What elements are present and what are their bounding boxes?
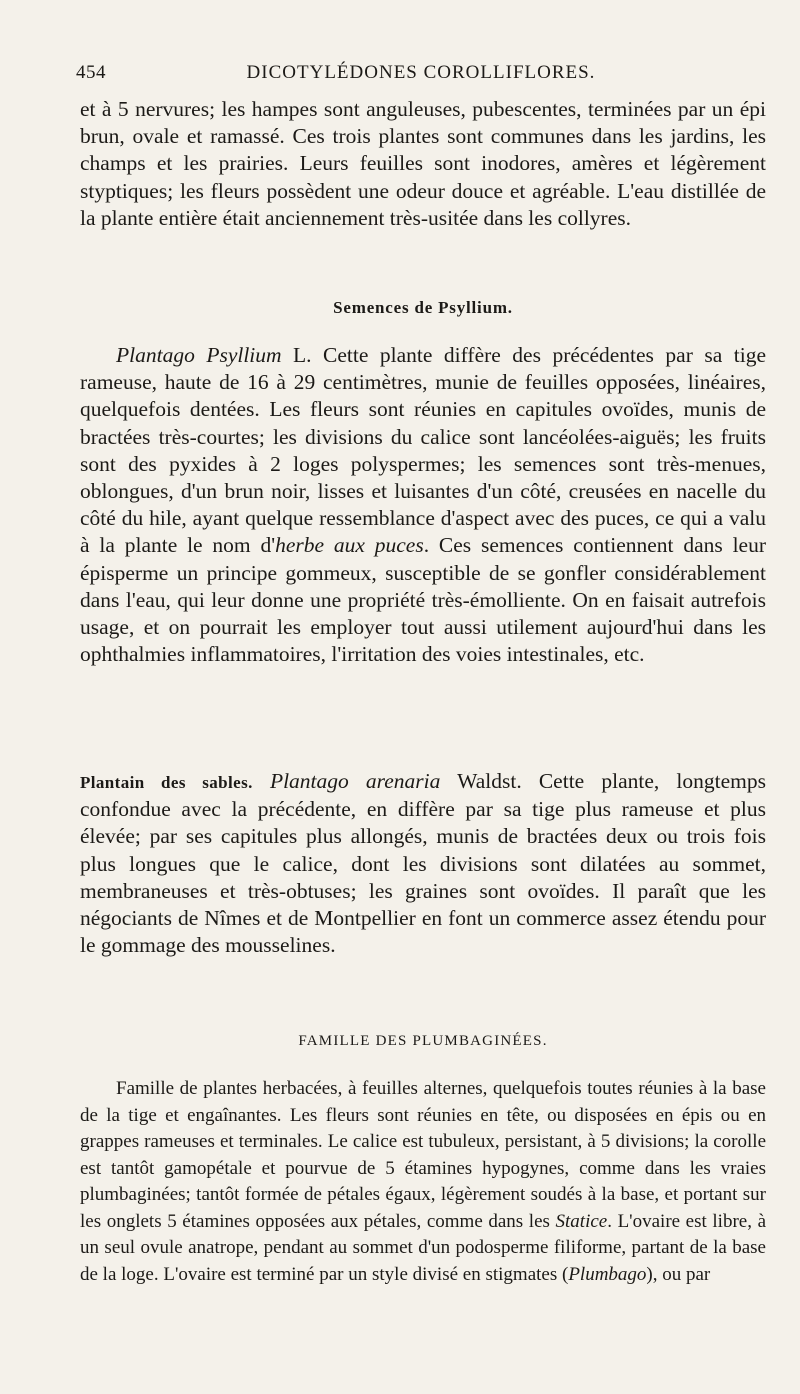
page-number: 454: [76, 62, 106, 83]
paragraph-text: [80, 342, 766, 668]
common-name: herbe aux puces: [275, 533, 424, 558]
section-heading-psyllium: Semences de Psyllium.: [333, 298, 513, 317]
running-head: [76, 62, 766, 92]
paragraph-psyllium: [80, 342, 766, 668]
paragraph-text-part: . L'ovaire est libre, à un seul ovule anatrope, pendant au sommet d'un podosperme filiforme, partant de la base de la loge. L'ovaire est terminé par un style divisé en stigmates (: [80, 1210, 766, 1285]
paragraph-text-part: . Ces semences contiennent dans leur épisperme un principe gommeux, susceptible de se gonfler considérablement dans l'eau, qui leur donne une propriété très-émolliente. On en faisait autrefois usage, et on pourrait les employer tout aussi utilement aujourd'hui dans les ophthalmies inflammatoires, l'irritation des voies intestinales, etc.: [80, 533, 766, 667]
runin-heading: Plantain des sables.: [80, 773, 253, 792]
paragraph-plantain-des-sables: [80, 768, 766, 959]
family-heading: FAMILLE DES PLUMBAGINÉES.: [298, 1033, 548, 1049]
paragraph-text: [80, 1076, 766, 1288]
genus-name: Statice: [555, 1210, 608, 1232]
paragraph-continuation: [80, 96, 766, 232]
genus-name: Plumbago: [568, 1263, 647, 1285]
paragraph-plumbaginees: [80, 1076, 766, 1288]
species-name: Plantago Psyllium: [116, 343, 282, 367]
paragraph-text-part: L. Cette plante diffère des précédentes par sa tige rameuse, haute de 16 à 29 centimètres, munie de feuilles opposées, linéaires, quelquefois dentées. Les fleurs sont réunies en capitules ovoïdes, munis de bractées très-courtes; les divisions du calice sont lancéolées-aiguës; les fruits sont des pyxides à 2 loges polyspermes; les semences sont très-menues, oblongues, d'un brun noir, lisses et luisantes d'un côté, creusées en nacelle du côté du hile, ayant quelque ressemblance d'aspect avec des puces, ce qui a valu à la plante le nom d': [80, 343, 766, 558]
paragraph-text-part: Waldst. Cette plante, longtemps confondue avec la précédente, en diffère par sa tige plus rameuse et plus élevée; par ses capitules plus allongés, munis de bractées deux ou trois fois plus longues que le calice, dont les divisions sont dilatées au sommet, membraneuses et très-obtuses; les graines sont ovoïdes. Il paraît que les négociants de Nîmes et de Montpellier en font un commerce assez étendu pour le gommage des mousselines.: [80, 769, 766, 958]
paragraph-text-part: ), ou par: [646, 1263, 711, 1285]
species-name: Plantago arenaria: [269, 769, 441, 793]
paragraph-text: [80, 768, 766, 959]
paragraph-text-part: Famille de plantes herbacées, à feuilles alternes, quelquefois toutes réunies à la base de la tige et engaînantes. Les fleurs sont réunies en tête, ou disposées en épis ou en grappes rameuses et terminales. Le calice est tubuleux, persistant, à 5 divisions; la corolle est tantôt gamopétale et pourvue de 5 étamines hypogynes, comme dans les vraies plumbaginées; tantôt formée de pétales égaux, légèrement soudés à la base, et portant sur les onglets 5 étamines opposées aux pétales, comme dans les: [80, 1078, 766, 1232]
paragraph-text: et à 5 nervures; les hampes sont anguleuses, pubescentes, terminées par un épi brun, ovale et ramassé. Ces trois plantes sont communes dans les jardins, les champs et les prairies. Leurs feuilles sont inodores, amères et légèrement styptiques; les fleurs possèdent une odeur douce et agréable. L'eau distillée de la plante entière était anciennement très-usitée dans les collyres.: [80, 97, 766, 230]
running-title: DICOTYLÉDONES COROLLIFLORES.: [246, 62, 596, 83]
